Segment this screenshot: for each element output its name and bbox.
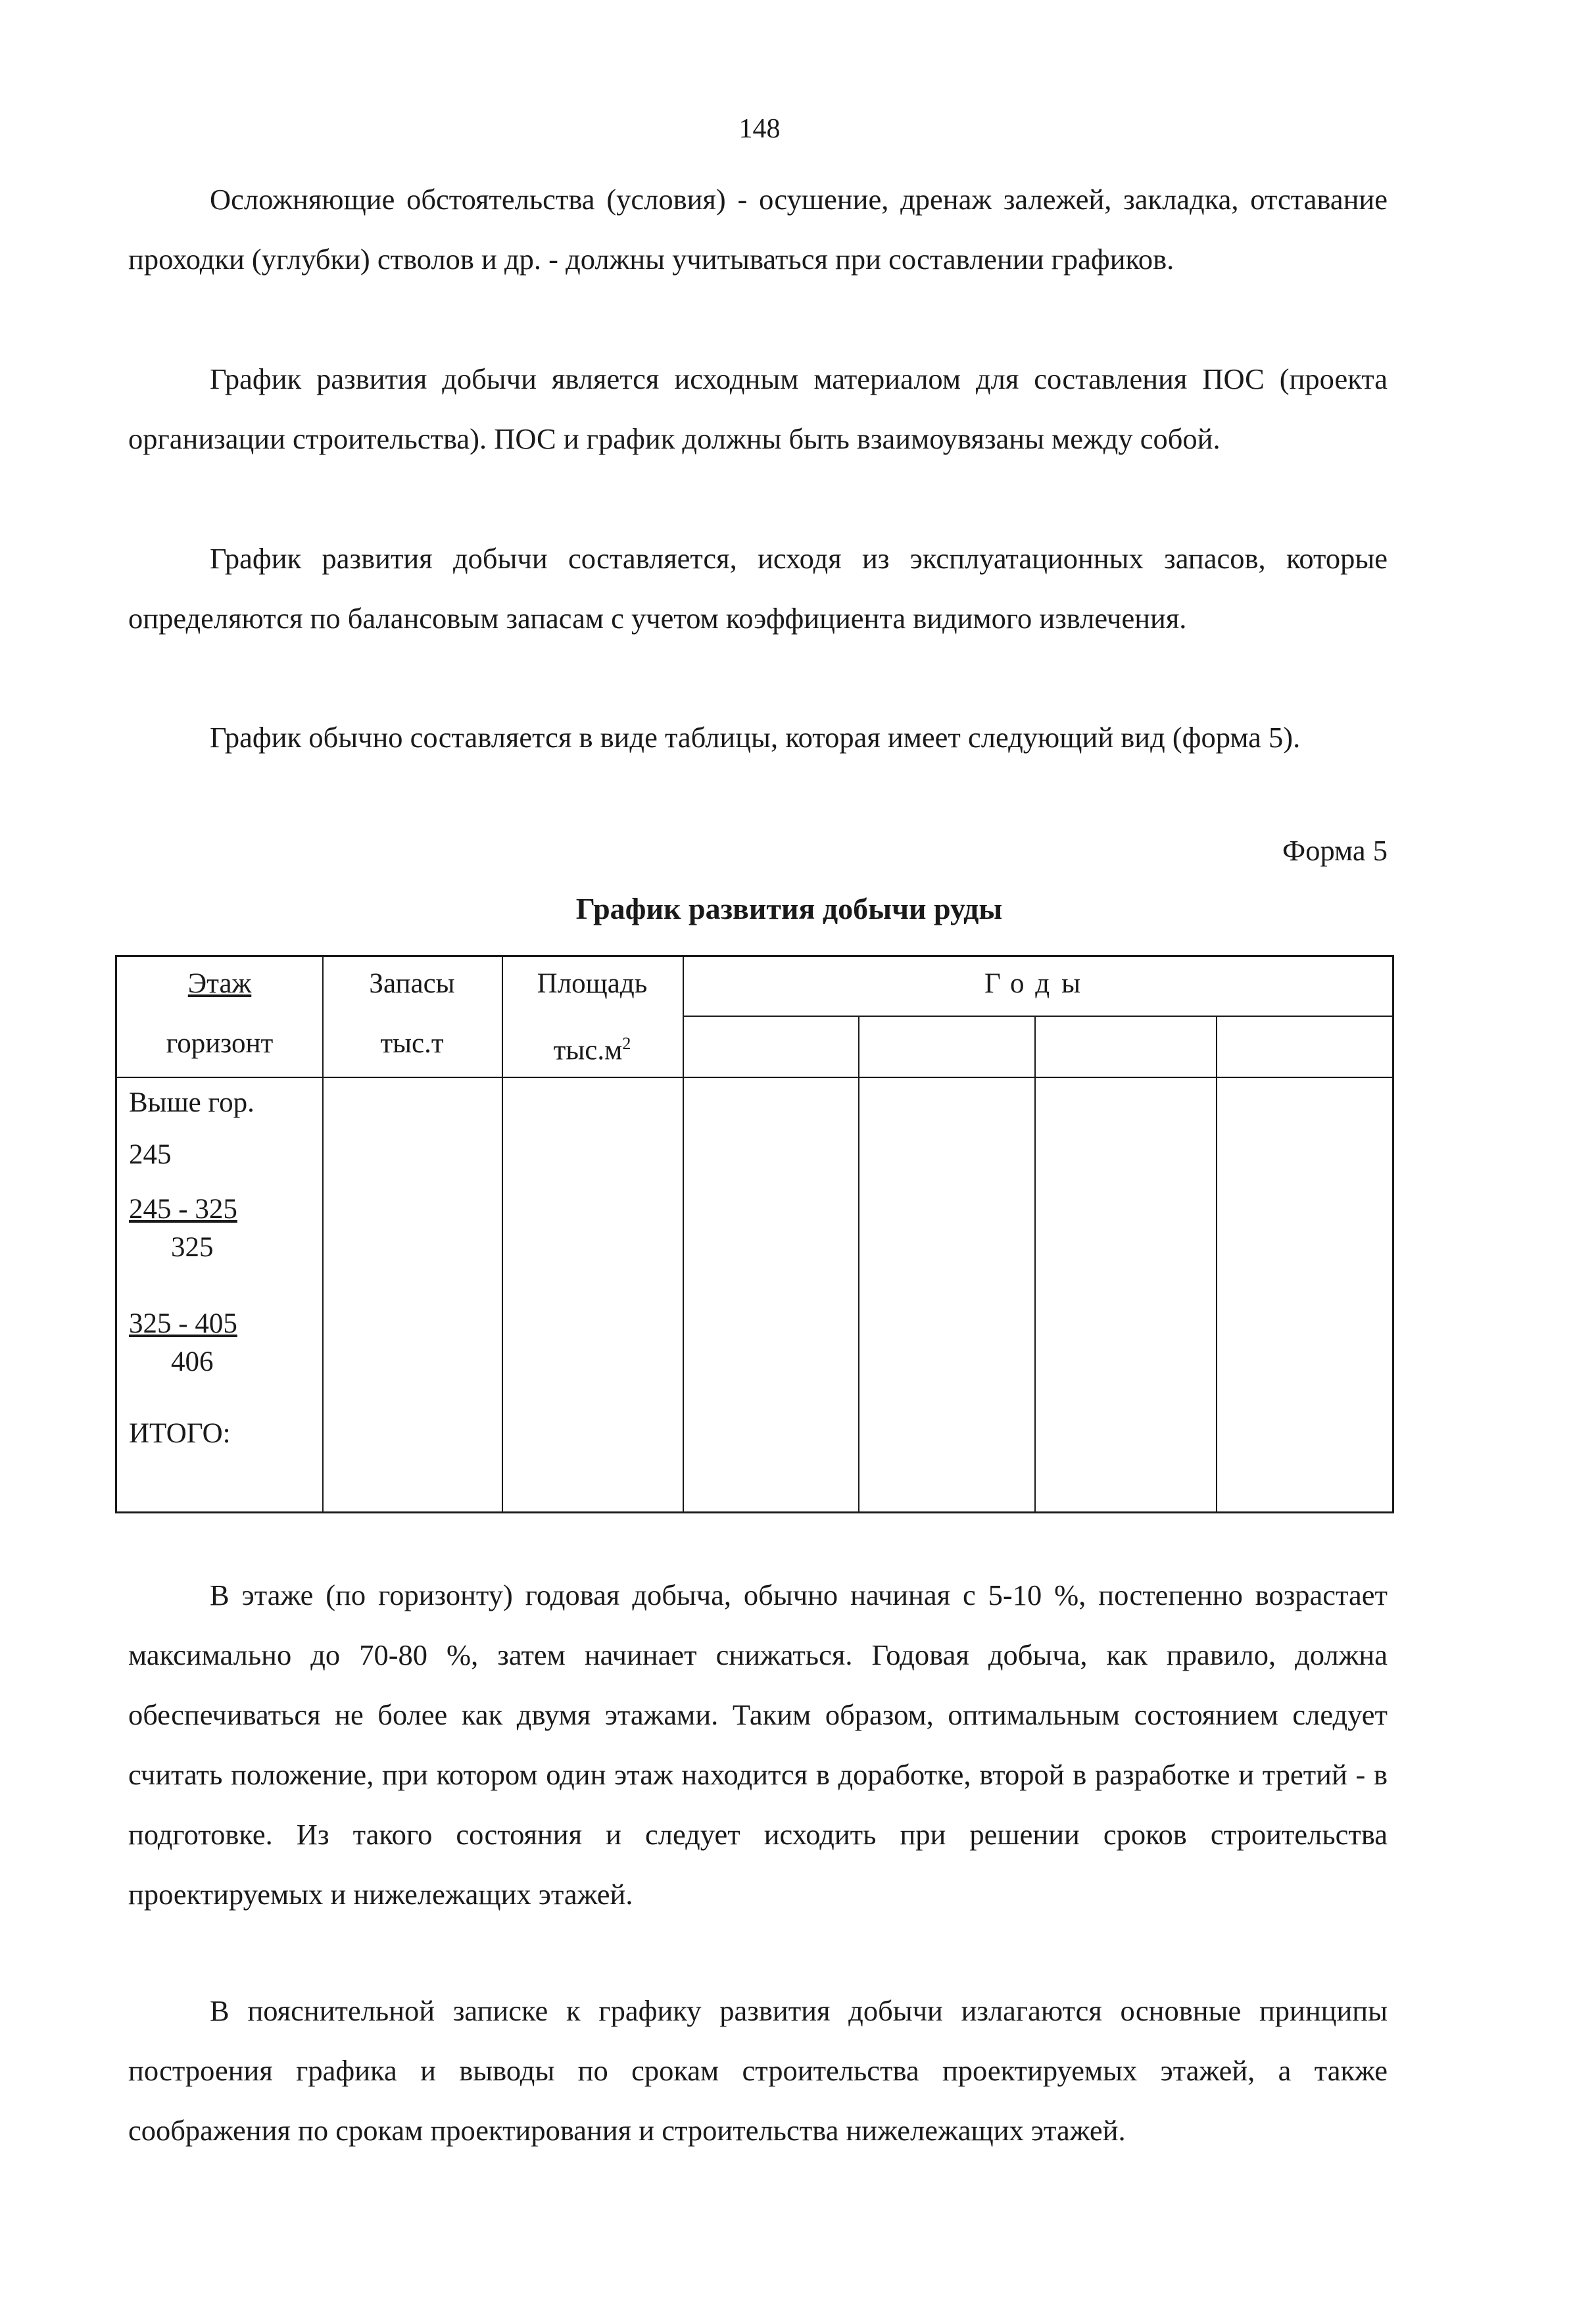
paragraph-text: Осложняющие обстоятельства (условия) - осушение, дренаж залежей, закладка, отставание проходки (углубки) стволов и др. - должны учитываться при составлении графиков. <box>128 183 1388 276</box>
paragraph-text: В этаже (по горизонту) годовая добыча, обычно начиная с 5-10 %, постепенно возрастает максимально до 70-80 %, затем начинает снижаться. Годовая добыча, как правило, должна обеспечиваться не более как двумя этажами. Таким образом, оптимальным состоянием следует считать положение, при котором один этаж находится в доработке, второй в разработке и третий - в подготовке. Из такого состояния и следует исходить при решении сроков строительства проектируемых и нижележащих этажей. <box>128 1579 1388 1911</box>
header-area-unit <box>502 1026 683 1068</box>
header-years: Годы <box>984 968 1093 999</box>
row-total: ИТОГО: <box>129 1418 231 1449</box>
page-number: 148 <box>738 114 781 144</box>
row-range-325-405: 325 - 405 <box>129 1308 237 1339</box>
paragraph-6 <box>128 1981 1388 2161</box>
form-label: Форма 5 <box>1282 834 1388 867</box>
area-unit-superscript: 2 <box>622 1034 631 1053</box>
paragraph-1 <box>128 170 1388 289</box>
table-title: График развития добычи руды <box>575 892 1003 925</box>
paragraph-4 <box>128 708 1388 768</box>
header-reserves: Запасы <box>369 968 455 999</box>
paragraph-2 <box>128 349 1388 469</box>
paragraph-text: В пояснительной записке к графику развития добычи излагаются основные принципы построения графика и выводы по срокам строительства проектируемых этажей, а также соображения по срокам проектирования и строительства нижележащих этажей. <box>128 1994 1388 2147</box>
table-divider <box>683 957 684 1511</box>
table-divider <box>1216 1016 1217 1511</box>
paragraph-text: График обычно составляется в виде таблицы, которая имеет следующий вид (форма 5). <box>210 721 1301 754</box>
header-floor: Этаж <box>187 968 252 999</box>
header-reserves-unit: тыс.т <box>380 1028 444 1059</box>
paragraph-5 <box>128 1565 1388 1924</box>
row-above-horizon: Выше гор. <box>129 1087 254 1118</box>
area-unit-text: тыс.м <box>553 1035 623 1066</box>
table-divider <box>683 1016 1392 1017</box>
header-area: Площадь <box>537 968 648 999</box>
paragraph-text: График развития добычи составляется, исходя из эксплуатационных запасов, которые определяются по балансовым запасам с учетом коэффициента видимого извлечения. <box>128 542 1388 635</box>
row-horizon-245: 245 <box>129 1139 172 1170</box>
table-divider <box>858 1016 859 1511</box>
table-divider <box>117 1077 1392 1078</box>
production-schedule-table <box>115 955 1394 1513</box>
row-horizon-406: 406 <box>171 1346 214 1377</box>
row-range-245-325: 245 - 325 <box>129 1194 237 1225</box>
row-horizon-325: 325 <box>171 1232 214 1263</box>
paragraph-3 <box>128 529 1388 649</box>
table-divider <box>1034 1016 1036 1511</box>
paragraph-text: График развития добычи является исходным материалом для составления ПОС (проекта организации строительства). ПОС и график должны быть взаимоувязаны между собой. <box>128 362 1388 455</box>
header-horizon: горизонт <box>166 1028 274 1059</box>
